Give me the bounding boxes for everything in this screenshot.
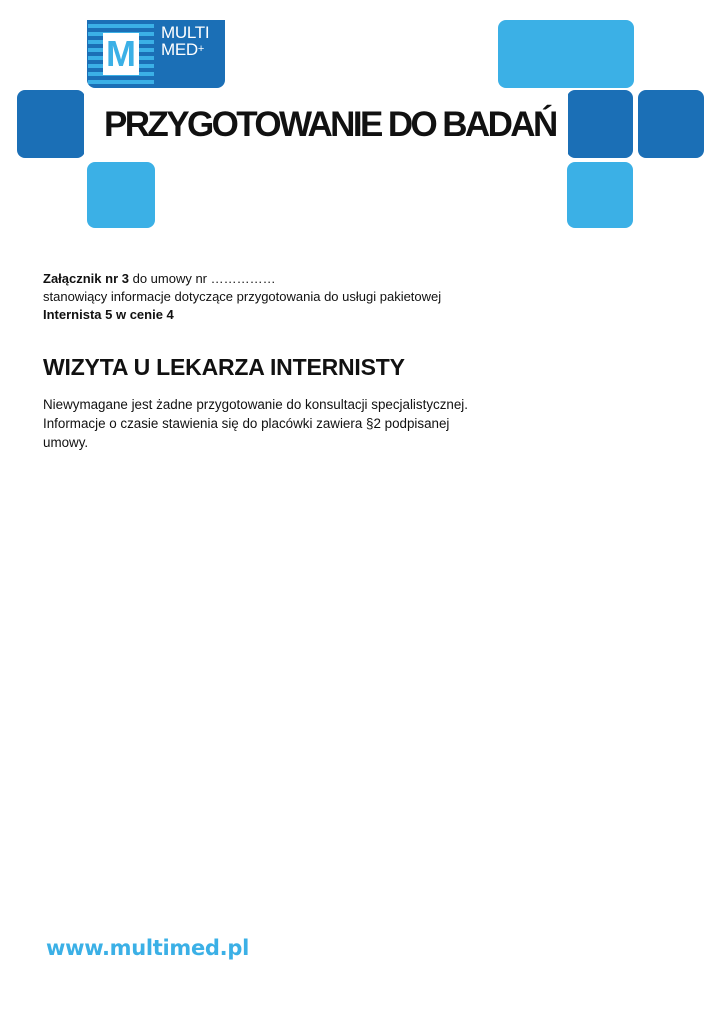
logo-line-1: MULTI bbox=[161, 23, 210, 42]
decor-square-top-right bbox=[498, 20, 634, 88]
section-body: Niewymagane jest żadne przygotowanie do konsultacji specjalistycznej. Informacje o czasie stawienia się do placówki zawiera §2 podpisanej umowy. bbox=[43, 397, 469, 450]
package-name: Internista 5 w cenie 4 bbox=[43, 307, 174, 322]
website-link[interactable]: www.multimed.pl bbox=[46, 936, 249, 960]
description-line: stanowiący informacje dotyczące przygotowania do usługi pakietowej bbox=[43, 289, 442, 304]
logo-letter: M bbox=[103, 33, 139, 75]
decor-square-bottom-left bbox=[87, 162, 155, 228]
contract-number: do umowy nr …………… bbox=[128, 271, 276, 286]
header-band-left bbox=[17, 90, 85, 158]
decor-square-right-dark bbox=[567, 90, 633, 158]
logo-plus-icon: + bbox=[197, 43, 205, 55]
logo-line-2: MED+ bbox=[161, 40, 205, 59]
attachment-line bbox=[43, 270, 483, 288]
logo-wordmark bbox=[161, 24, 209, 58]
section-heading: WIZYTA U LEKARZA INTERNISTY bbox=[43, 354, 405, 380]
decor-square-bottom-right bbox=[567, 162, 633, 228]
decor-square-far-right bbox=[638, 90, 704, 158]
multimed-logo bbox=[87, 20, 225, 88]
document-content bbox=[43, 270, 483, 452]
page-title: PRZYGOTOWANIE DO BADAŃ bbox=[104, 105, 556, 144]
attachment-label: Załącznik nr 3 bbox=[43, 271, 129, 286]
